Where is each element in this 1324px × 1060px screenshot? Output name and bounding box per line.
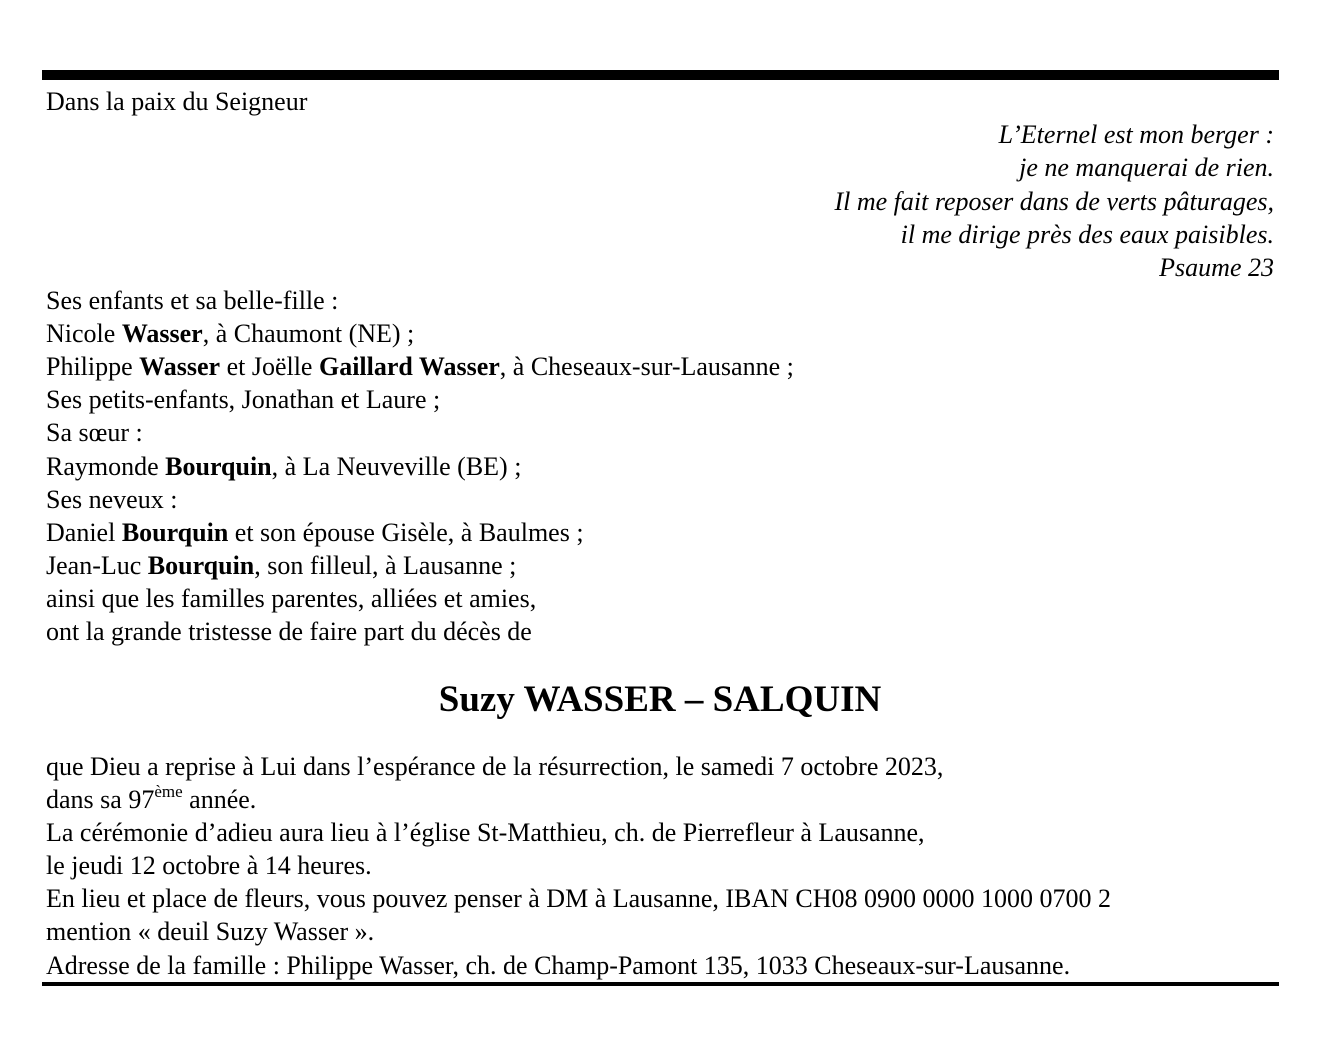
opening-line: Dans la paix du Seigneur: [46, 87, 308, 116]
first-name: Philippe: [46, 352, 140, 381]
family-line-daniel: [46, 516, 584, 549]
detail-line-3: La cérémonie d’adieu aura lieu à l’église St-Matthieu, ch. de Pierrefleur à Lausanne,: [46, 818, 925, 847]
detail-line-5: En lieu et place de fleurs, vous pouvez penser à DM à Lausanne, IBAN CH08 0900 0000 1000 0700 2: [46, 884, 1112, 913]
bottom-rule: [42, 982, 1279, 986]
detail-line-4: le jeudi 12 octobre à 14 heures.: [46, 851, 372, 880]
location: , à Cheseaux-sur-Lausanne ;: [499, 352, 794, 381]
announcement-line: ont la grande tristesse de faire part du décès de: [46, 617, 532, 646]
location: , à Chaumont (NE) ;: [202, 319, 415, 348]
first-name: Nicole: [46, 319, 122, 348]
detail-line-2: [46, 783, 256, 816]
age-prefix: dans sa 97: [46, 785, 155, 814]
children-heading: Ses enfants et sa belle-fille :: [46, 286, 339, 315]
connector: et Joëlle: [220, 352, 319, 381]
first-name: Daniel: [46, 518, 122, 547]
detail-line-6: mention « deuil Suzy Wasser ».: [46, 917, 375, 946]
family-address: Adresse de la famille : Philippe Wasser, ch. de Champ-Pamont 135, 1033 Cheseaux-sur-Lausanne.: [46, 951, 1071, 980]
location: et son épouse Gisèle, à Baulmes ;: [228, 518, 584, 547]
location: , son filleul, à Lausanne ;: [254, 551, 517, 580]
surname: Bourquin: [147, 551, 255, 580]
top-rule: [42, 70, 1279, 80]
nephews-heading: Ses neveux :: [46, 485, 178, 514]
family-line-jeanluc: [46, 549, 516, 582]
family-line-philippe: [46, 350, 794, 383]
verse-line-3: Il me fait reposer dans de verts pâturages,: [834, 187, 1274, 216]
age-suffix: année.: [182, 785, 257, 814]
sister-heading: Sa sœur :: [46, 418, 143, 447]
location: , à La Neuveville (BE) ;: [271, 452, 522, 481]
surname-spouse: Gaillard Wasser: [318, 352, 500, 381]
deceased-name: Suzy WASSER – SALQUIN: [438, 679, 882, 720]
family-line-raymonde: [46, 450, 521, 483]
family-line-nicole: [46, 317, 414, 350]
relatives-line: ainsi que les familles parentes, alliées et amies,: [46, 584, 537, 613]
grandchildren-line: Ses petits-enfants, Jonathan et Laure ;: [46, 385, 441, 414]
ordinal-suffix: ème: [154, 782, 183, 801]
surname: Bourquin: [165, 452, 272, 481]
surname: Wasser: [121, 319, 203, 348]
surname: Wasser: [139, 352, 221, 381]
first-name: Jean-Luc: [46, 551, 148, 580]
first-name: Raymonde: [46, 452, 166, 481]
detail-line-1: que Dieu a reprise à Lui dans l’espérance de la résurrection, le samedi 7 octobre 2023,: [46, 752, 944, 781]
surname: Bourquin: [121, 518, 229, 547]
verse-line-4: il me dirige près des eaux paisibles.: [900, 220, 1274, 249]
verse-line-1: L’Eternel est mon berger :: [998, 120, 1274, 149]
verse-reference: Psaume 23: [1159, 253, 1274, 282]
verse-line-2: je ne manquerai de rien.: [1019, 153, 1274, 182]
